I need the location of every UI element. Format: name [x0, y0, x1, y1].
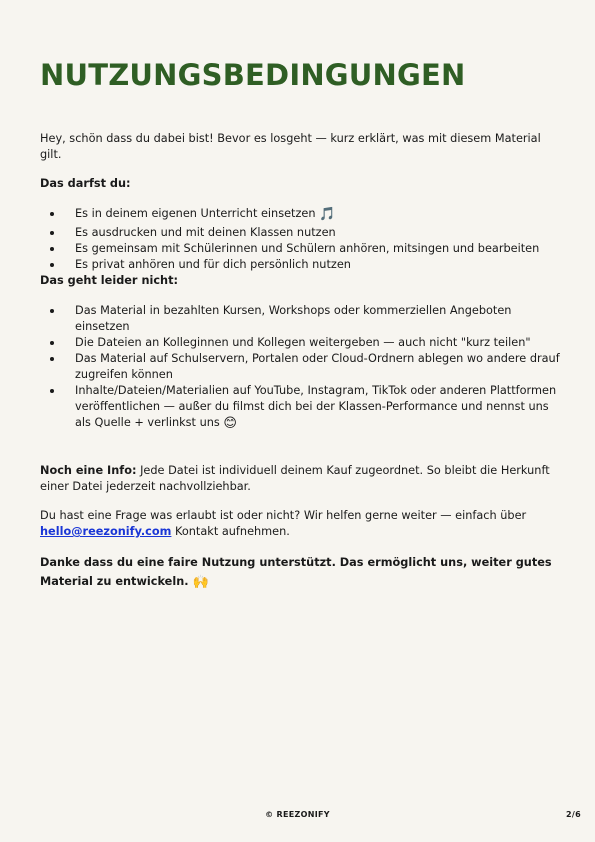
list-item	[40, 383, 560, 432]
info-text: Jede Datei ist individuell deinem Kauf zugeordnet. So bleibt die Herkunft einer Datei jederzeit nachvollziehbar.	[40, 464, 550, 493]
list-item	[40, 257, 560, 273]
list-item	[40, 303, 560, 335]
question-text-before: Du hast eine Frage was erlaubt ist oder nicht? Wir helfen gerne weiter — einfach über	[40, 509, 527, 522]
list-item	[40, 335, 560, 351]
list-item-text: Es in deinem eigenen Unterricht einsetzen	[75, 207, 316, 220]
list-item-text: Das Material in bezahlten Kursen, Workshops oder kommerziellen Angeboten einsetzen	[75, 304, 512, 333]
allowed-heading: Das darfst du:	[40, 177, 131, 190]
forbidden-list	[40, 303, 560, 432]
intro-text: Hey, schön dass du dabei bist! Bevor es losgeht — kurz erklärt, was mit diesem Material gilt.	[40, 132, 541, 161]
list-item	[40, 351, 560, 383]
page-number: 2/6	[566, 810, 581, 819]
thanks-text: Danke dass du eine faire Nutzung unterstützt. Das ermöglicht uns, weiter gutes Material zu entwickeln.	[40, 556, 552, 588]
thanks-paragraph	[40, 553, 560, 592]
list-item-text: Die Dateien an Kolleginnen und Kollegen weitergeben — auch nicht "kurz teilen"	[75, 336, 531, 349]
list-item-text: Inhalte/Dateien/Materialien auf YouTube, Instagram, TikTok oder anderen Plattformen veröffentlichen — außer du filmst dich bei der Klassen-Performance und nennst uns als Quelle + verlinkst uns	[75, 384, 557, 429]
email-link[interactable]: hello@reezonify.com	[40, 525, 172, 538]
info-label: Noch eine Info:	[40, 464, 137, 477]
list-item-text: Es ausdrucken und mit deinen Klassen nutzen	[75, 226, 336, 239]
list-item-text: Es privat anhören und für dich persönlich nutzen	[75, 258, 351, 271]
forbidden-heading: Das geht leider nicht:	[40, 274, 179, 287]
raised-hands-icon: 🙌	[192, 575, 209, 590]
footer-brand: © REEZONIFY	[265, 810, 330, 819]
question-paragraph	[40, 508, 560, 540]
allowed-list	[40, 206, 560, 273]
list-item-text: Es gemeinsam mit Schülerinnen und Schülern anhören, mitsingen und bearbeiten	[75, 242, 540, 255]
info-paragraph	[40, 463, 560, 495]
content	[40, 131, 560, 592]
list-item	[40, 241, 560, 257]
page-title: NUTZUNGSBEDINGUNGEN	[40, 58, 466, 92]
list-item	[40, 225, 560, 241]
music-note-icon: 🎵	[319, 207, 336, 222]
list-item-text: Das Material auf Schulservern, Portalen oder Cloud-Ordnern ablegen wo andere drauf zugreifen können	[75, 352, 560, 381]
list-item	[40, 206, 560, 223]
question-text-after: Kontakt aufnehmen.	[171, 525, 290, 538]
smiley-icon: 😊	[223, 416, 237, 431]
